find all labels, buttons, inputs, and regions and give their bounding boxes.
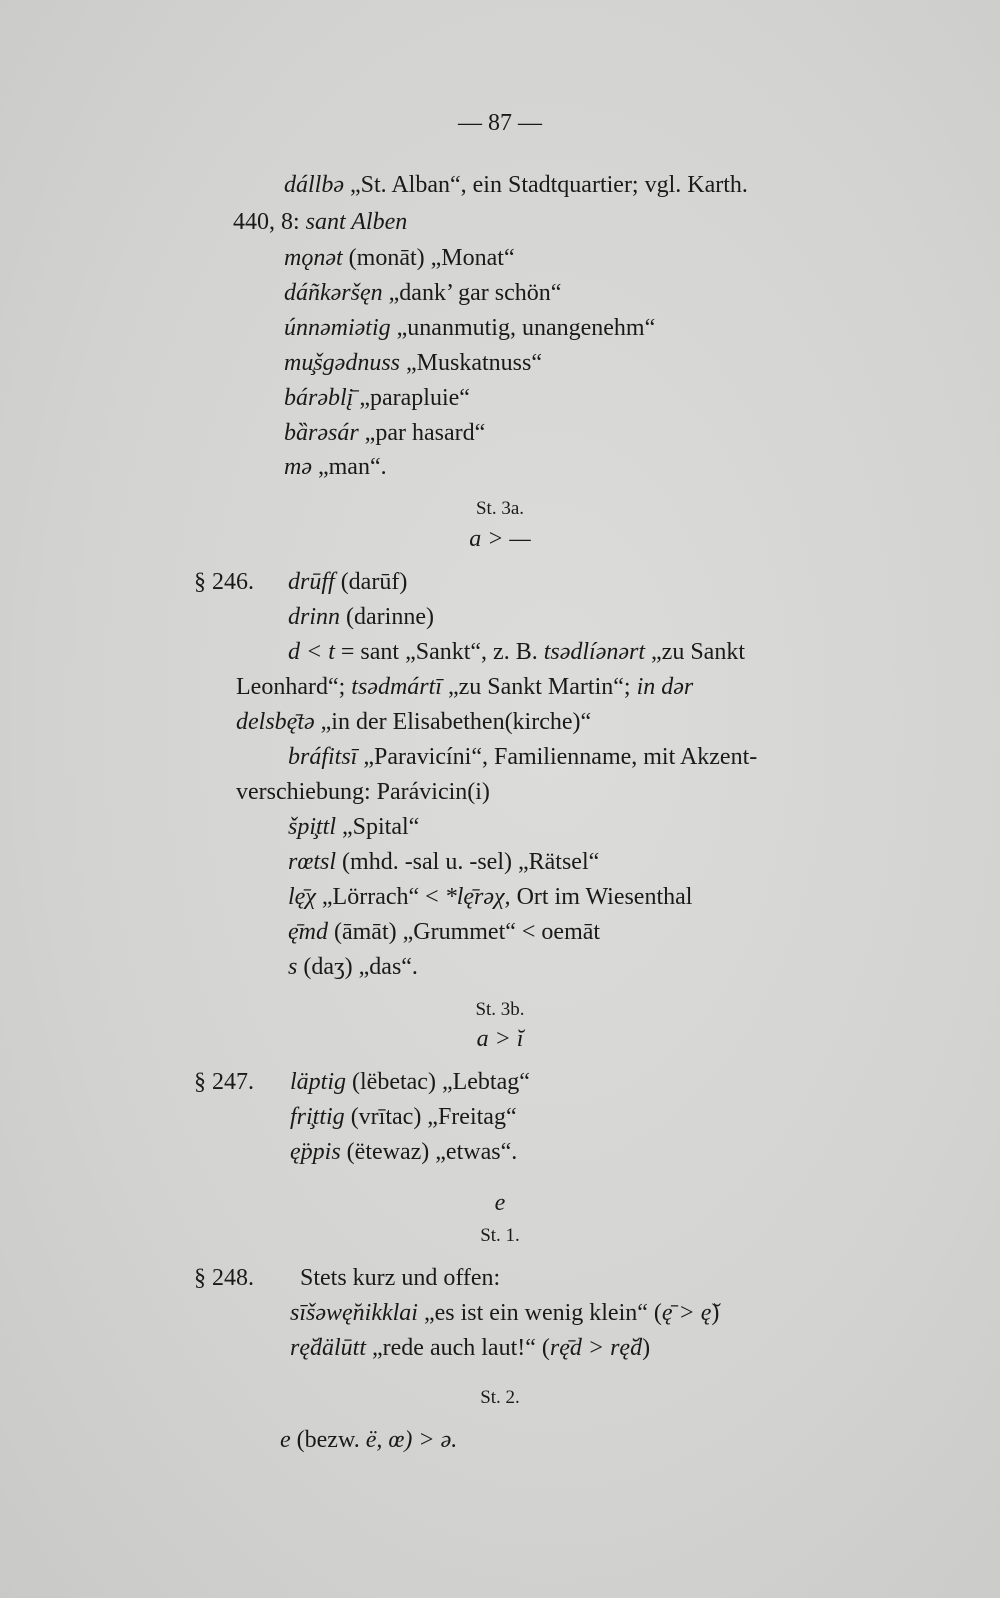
entry-line: verschiebung: Parávicin(i) [236,779,490,805]
entry-line: špi̧ttl „Spital“ [288,814,420,840]
sound-rule: e (bezw. ë, œ) > ə. [280,1427,458,1453]
entry-line: läptig (lëbetac) „Lebtag“ [290,1069,530,1095]
entry-line: delsbę̄tə „in der Elisabethen(kirche)“ [236,709,592,735]
entry-line: ę̈ppis (ëtewaz) „etwas“. [290,1139,518,1165]
entry-line: mə „man“. [284,454,387,480]
entry-line: 440, 8: sant Alben [233,209,408,235]
entry-line: s (daʒ) „das“. [288,954,418,980]
entry-line: dállbə „St. Alban“, ein Stadtquartier; vgl. Karth. [284,172,748,198]
entry-line: Stets kurz und offen: [300,1265,501,1291]
entry-line: lę̄χ „Lörrach“ < *lę̄rəχ, Ort im Wiesenthal [288,884,693,910]
vowel-heading: e [494,1190,506,1216]
entry-line: Leonhard“; tsədmártī „zu Sankt Martin“; in dər [236,674,694,700]
paragraph-number: § 248. [194,1265,254,1291]
entry-line: ę̄md (āmāt) „Grummet“ < oemāt [288,919,601,945]
sound-rule: a > ĭ [476,1026,524,1052]
paragraph-number: § 246. [194,569,254,595]
entry-line: rę̆dälūtt „rede auch laut!“ (rę̄d > rę̆d) [290,1335,651,1361]
entry-line: d < t = sant „Sankt“, z. B. tsədlíənərt „zu Sankt [288,639,745,665]
entry-line: mǫnət (monāt) „Monat“ [284,245,515,271]
section-heading: St. 3b. [475,999,525,1020]
entry-line: bráfitsī „Paravicíni“, Familienname, mit Akzent- [288,744,758,770]
entry-line: drinn (darinne) [288,604,434,630]
section-heading: St. 3a. [475,498,525,519]
entry-line: fri̧ttig (vrītac) „Freitag“ [290,1104,517,1130]
section-heading: St. 1. [480,1225,520,1246]
entry-line: únnəmiətig „unanmutig, unangenehm“ [284,315,656,341]
section-heading: St. 2. [480,1387,520,1408]
entry-line: sīšəwę̆nikklai „es ist ein wenig klein“ (ę̄ > ę̆) [290,1300,720,1326]
entry-line: dáñkəršęn „dank’ gar schön“ [284,280,562,306]
page-number: — 87 — [458,110,542,136]
entry-line: bárəblį̄ „parapluie“ [284,385,470,411]
sound-rule: a > — [469,526,531,552]
entry-line: rœtsl (mhd. -sal u. -sel) „Rätsel“ [288,849,600,875]
entry-line: bȁrəsár „par hasard“ [284,420,486,446]
paragraph-number: § 247. [194,1069,254,1095]
entry-line: drūff (darūf) [288,569,408,595]
entry-line: mu̧šgədnuss „Muskatnuss“ [284,350,542,376]
